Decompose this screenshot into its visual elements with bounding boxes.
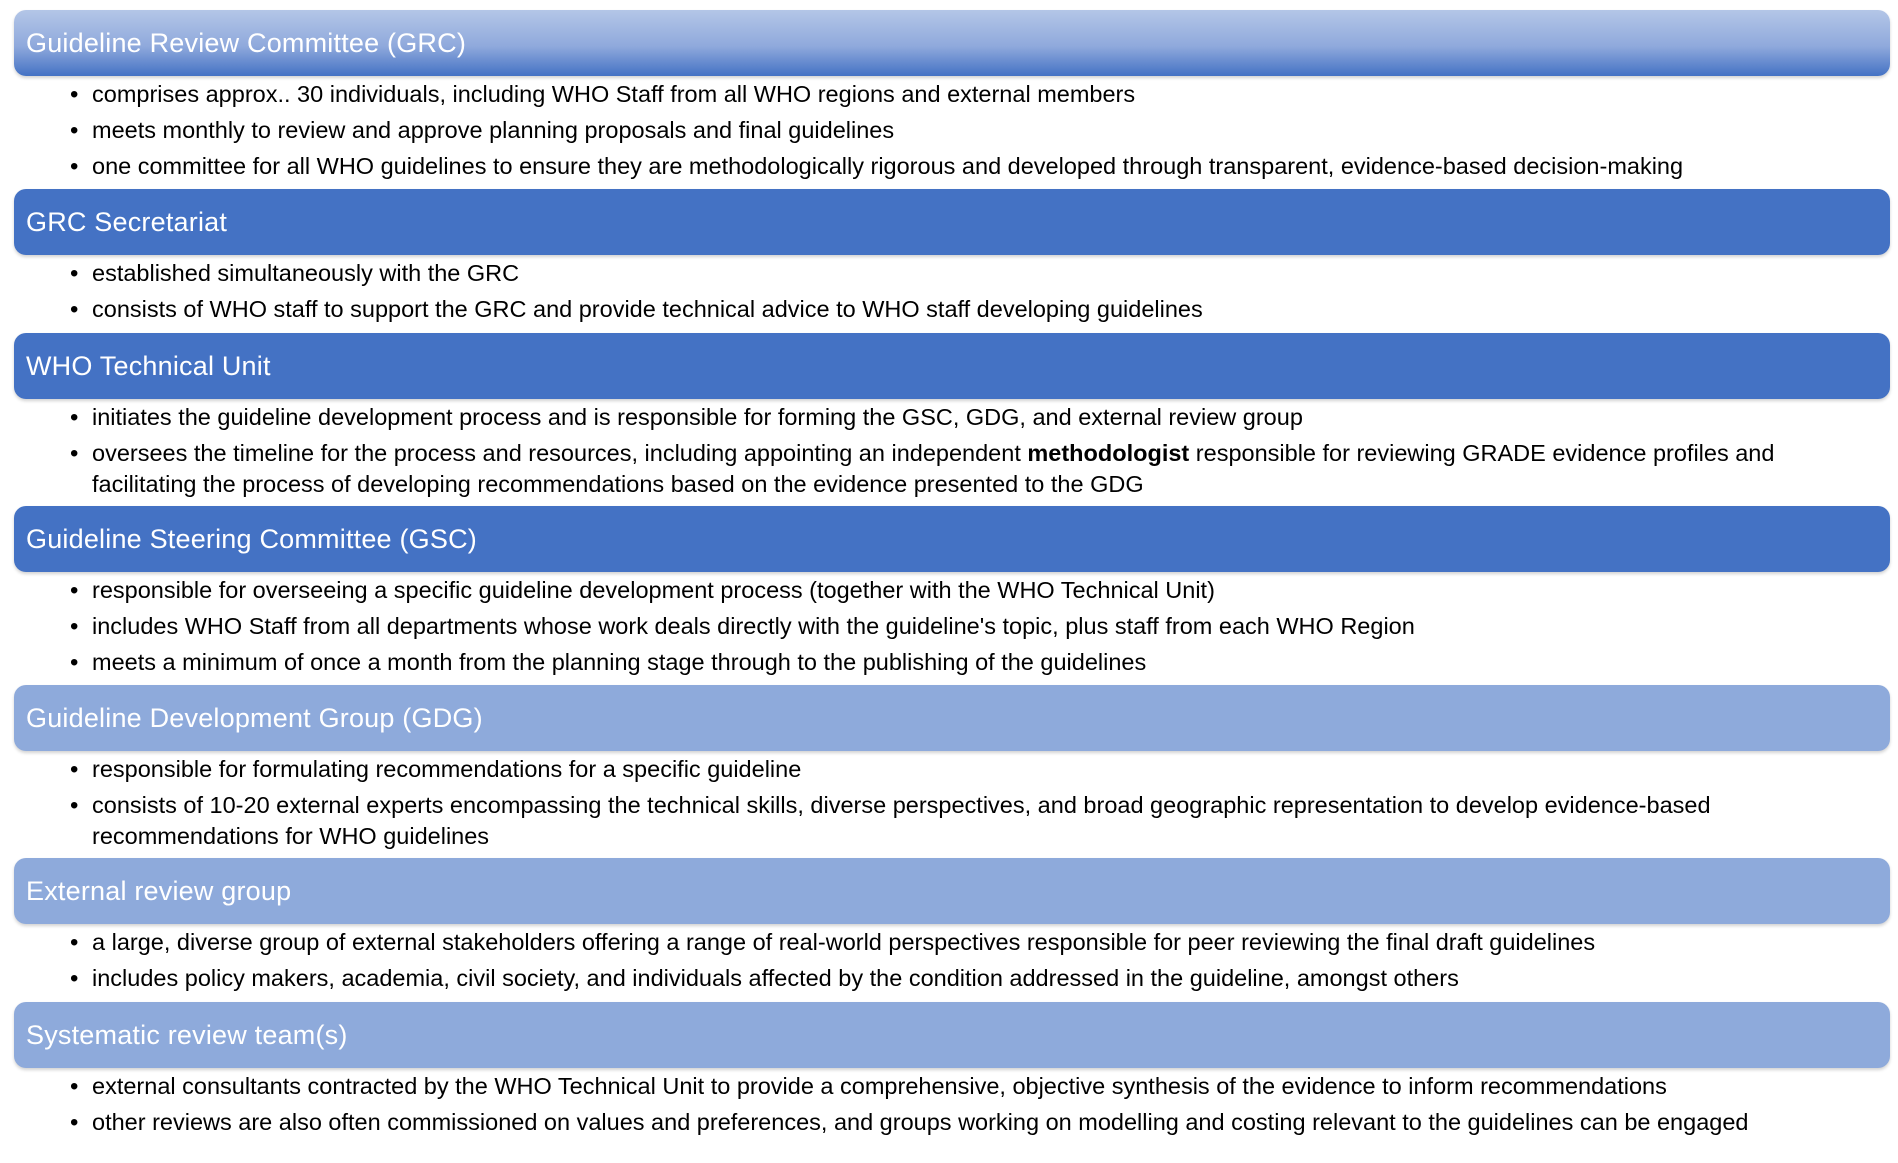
bullet-item: • comprises approx.. 30 individuals, including WHO Staff from all WHO regions and external members [70, 79, 1880, 110]
section-bullets-gsc [70, 575, 1880, 683]
bullet-item: • meets monthly to review and approve planning proposals and final guidelines [70, 115, 1880, 146]
bullet-item: • consists of WHO staff to support the GRC and provide technical advice to WHO staff developing guidelines [70, 294, 1880, 325]
section-title: WHO Technical Unit [26, 350, 271, 381]
section-bullets-systematic-review-teams [70, 1071, 1880, 1143]
bullet-item: • a large, diverse group of external stakeholders offering a range of real-world perspectives responsible for peer reviewing the final draft guidelines [70, 927, 1880, 958]
section-title: Guideline Development Group (GDG) [26, 702, 483, 733]
bullet-item: • external consultants contracted by the WHO Technical Unit to provide a comprehensive, objective synthesis of the evidence to inform recommendations [70, 1071, 1880, 1102]
section-title: Guideline Steering Committee (GSC) [26, 523, 477, 554]
bullet-item: • meets a minimum of once a month from the planning stage through to the publishing of the guidelines [70, 647, 1880, 678]
section-header-who-technical-unit [14, 333, 1890, 399]
section-header-gsc [14, 506, 1890, 572]
bullet-item: • includes WHO Staff from all departments whose work deals directly with the guideline's topic, plus staff from each WHO Region [70, 611, 1880, 642]
bullet-item: • responsible for overseeing a specific guideline development process (together with the WHO Technical Unit) [70, 575, 1880, 606]
section-bullets-grc-secretariat [70, 258, 1880, 330]
section-bullets-who-technical-unit [70, 402, 1880, 500]
section-title: Guideline Review Committee (GRC) [26, 27, 467, 58]
bullet-item: • responsible for formulating recommendations for a specific guideline [70, 754, 1880, 785]
section-title: Systematic review team(s) [26, 1019, 348, 1050]
bullet-item: • established simultaneously with the GRC [70, 258, 1880, 289]
section-header-grc [14, 10, 1890, 76]
section-header-systematic-review-teams [14, 1002, 1890, 1068]
bullet-item: • one committee for all WHO guidelines to ensure they are methodologically rigorous and developed through transparent, evidence-based decision-making [70, 151, 1880, 182]
bullet-text-part: oversees the timeline for the process and resources, including appointing an independent [92, 440, 1028, 466]
bullet-item [70, 438, 1880, 500]
section-bullets-grc [70, 79, 1880, 187]
bullet-item: • initiates the guideline development process and is responsible for forming the GSC, GDG, and external review group [70, 402, 1880, 433]
bullet-item: • includes policy makers, academia, civil society, and individuals affected by the condition addressed in the guideline, amongst others [70, 963, 1880, 994]
section-title: External review group [26, 875, 292, 906]
section-bullets-external-review-group [70, 927, 1880, 999]
section-header-gdg [14, 685, 1890, 751]
section-header-grc-secretariat [14, 189, 1890, 255]
section-title: GRC Secretariat [26, 206, 228, 237]
bullet-item: • consists of 10-20 external experts encompassing the technical skills, diverse perspectives, and broad geographic representation to develop evidence-based recommendations for WHO guidelines [70, 790, 1880, 852]
bullet-item: • other reviews are also often commissioned on values and preferences, and groups working on modelling and costing relevant to the guidelines can be engaged [70, 1107, 1880, 1138]
section-bullets-gdg [70, 754, 1880, 852]
section-header-external-review-group [14, 858, 1890, 924]
methodologist-emphasis: methodologist [1027, 440, 1190, 466]
bullet-text-part: responsible for reviewing GRADE evidence profiles and facilitating the process of developing recommendations based on the evidence presented to the GDG [92, 440, 1775, 497]
